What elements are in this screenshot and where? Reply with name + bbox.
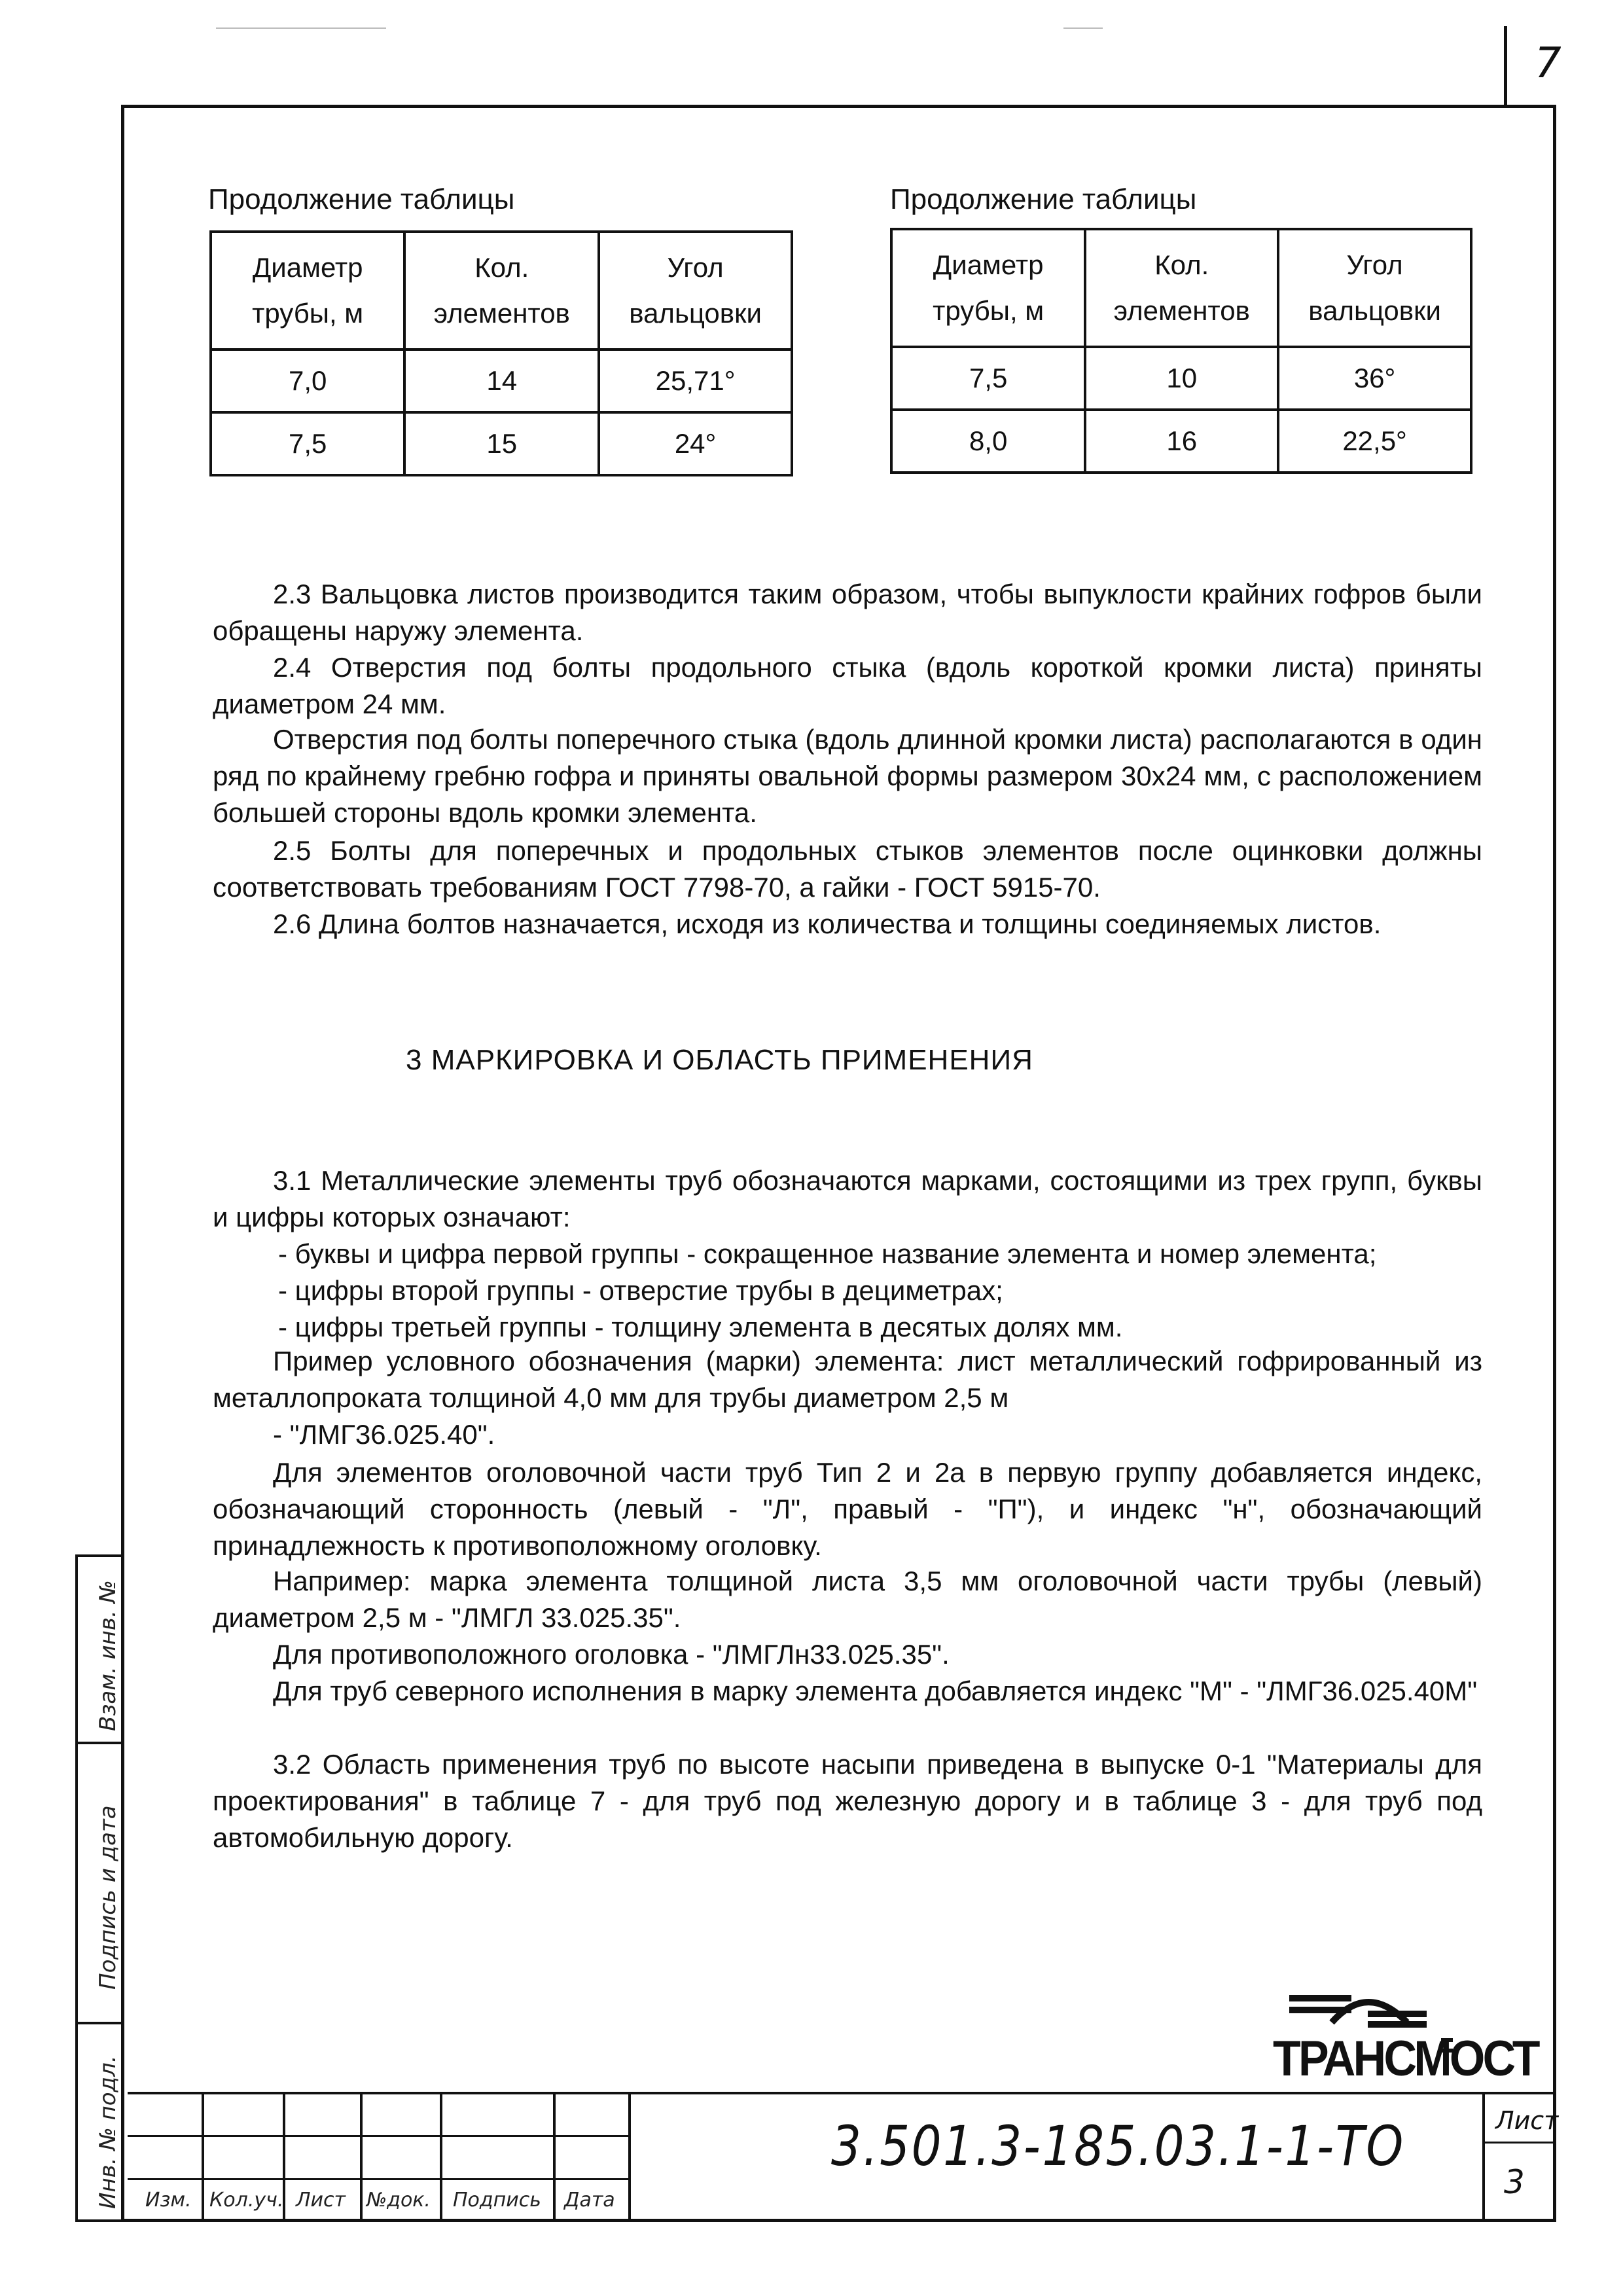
table-cell: 14	[404, 350, 599, 412]
table-header-row	[211, 232, 792, 350]
stamp-inv-label: Инв. № подл.	[95, 2055, 121, 2209]
title-block-top	[128, 2092, 1553, 2094]
paragraph-2-3: 2.3 Вальцовка листов производится таким образом, чтобы выпуклости крайних гофров были обращены наружу элемента.	[213, 579, 1482, 646]
paragraph-opposite: Для противоположного оголовка - "ЛМГЛн33.025.35".	[273, 1639, 950, 1670]
table-cell: 7,0	[211, 350, 404, 412]
col-list: Лист	[296, 2189, 346, 2212]
logo-text: ТРАНСМОСТ	[1273, 2031, 1538, 2087]
paragraph-2-6: 2.6 Длина болтов назначается, исходя из количества и толщины соединяемых листов.	[273, 908, 1382, 939]
table-right	[890, 228, 1472, 474]
document-code: 3.501.3-185.03.1-1-ТО	[831, 2114, 1405, 2178]
table-cell: 10	[1085, 347, 1278, 410]
paragraph-for-example: Например: марка элемента толщиной листа 3,5 мм оголовочной части трубы (левый) диаметром 2,5 м - "ЛМГЛ 33.025.35".	[213, 1566, 1482, 1633]
paragraph-2-4: 2.4 Отверстия под болты продольного стыка (вдоль короткой кромки листа) приняты диаметром 24 мм.	[213, 652, 1482, 719]
table-cell: 7,5	[211, 412, 404, 475]
top-rule-right	[1063, 27, 1103, 29]
paragraph-example: Пример условного обозначения (марки) элемента: лист металлический гофрированный из металлопроката толщиной 4,0 мм для трубы диаметром 2,5 м	[213, 1346, 1482, 1413]
col-podpis: Подпись	[453, 2189, 541, 2212]
table-left	[209, 230, 793, 476]
table-cell: 7,5	[891, 347, 1085, 410]
table-right-caption: Продолжение таблицы	[890, 183, 1197, 215]
list-item: - цифры второй группы - отверстие трубы в дециметрах;	[278, 1275, 1003, 1306]
header-cell: Угол вальцовки	[599, 232, 792, 350]
table-cell: 15	[404, 412, 599, 475]
marking-list	[213, 1236, 1482, 1346]
paragraph-2-5: 2.5 Болты для поперечных и продольных стыков элементов после оцинковки должны соответствовать требованиям ГОСТ 7798-70, а гайки - ГОСТ 5915-70.	[213, 835, 1482, 903]
table-header-row	[891, 229, 1471, 347]
sheet-label: Лист	[1495, 2106, 1559, 2135]
header-cell: Диаметр трубы, м	[211, 232, 404, 350]
table-row	[211, 412, 792, 475]
page-number: 7	[1535, 39, 1561, 88]
paragraph-north: Для труб северного исполнения в марку элемента добавляется индекс "М" - "ЛМГ36.025.40М"	[273, 1676, 1478, 1706]
header-cell: Диаметр трубы, м	[891, 229, 1085, 347]
table-cell: 25,71°	[599, 350, 792, 412]
stamp-podp-label: Подпись и дата	[95, 1805, 121, 1990]
table-cell: 16	[1085, 410, 1278, 473]
table-row	[211, 350, 792, 412]
list-item: - буквы и цифра первой группы - сокращенное название элемента и номер элемента;	[278, 1238, 1377, 1269]
stamp-vzam-label: Взам. инв. №	[95, 1580, 121, 1731]
table-cell: 36°	[1278, 347, 1471, 410]
table-row	[891, 410, 1471, 473]
table-left-caption: Продолжение таблицы	[208, 183, 515, 215]
paragraph-2-4-holes: Отверстия под болты поперечного стыка (вдоль длинной кромки листа) располагаются в один ряд по крайнему гребню гофра и приняты овальной формы размером 30х24 мм, с расположением большей стороны вдоль кромки элемента.	[213, 724, 1482, 828]
col-kol-uch: Кол.уч.	[209, 2189, 284, 2212]
paragraph-3-2: 3.2 Область применения труб по высоте насыпи приведена в выпуске 0-1 "Материалы для проектирования" в таблице 7 - для труб под железную дорогу и в таблице 3 - для труб под автомобильную дорогу.	[213, 1749, 1482, 1853]
paragraph-head-elements: Для элементов оголовочной части труб Тип 2 и 2а в первую группу добавляется индекс, обозначающий сторонность (левый - "Л", правый - "П"), и индекс "н", обозначающий принадлежность к противоположному оголовку.	[213, 1457, 1482, 1561]
paragraph-example-mark: - "ЛМГ36.025.40".	[273, 1419, 495, 1450]
header-cell: Кол. элементов	[404, 232, 599, 350]
col-data: Дата	[564, 2189, 615, 2212]
company-logo	[1270, 1970, 1544, 2085]
paragraph-3-1: 3.1 Металлические элементы труб обозначаются марками, состоящими из трех групп, буквы и цифры которых означают:	[213, 1165, 1482, 1232]
col-ndok: №док.	[366, 2189, 431, 2212]
table-cell: 8,0	[891, 410, 1085, 473]
table-cell: 24°	[599, 412, 792, 475]
col-izm: Изм.	[145, 2189, 192, 2212]
list-item: - цифры третьей группы - толщину элемента в десятых долях мм.	[278, 1312, 1123, 1342]
section-3-heading: 3 МАРКИРОВКА И ОБЛАСТЬ ПРИМЕНЕНИЯ	[406, 1044, 1033, 1076]
top-rule-left	[216, 27, 386, 29]
sheet-number: 3	[1504, 2163, 1525, 2201]
table-row	[891, 347, 1471, 410]
header-cell: Кол. элементов	[1085, 229, 1278, 347]
header-cell: Угол вальцовки	[1278, 229, 1471, 347]
table-cell: 22,5°	[1278, 410, 1471, 473]
